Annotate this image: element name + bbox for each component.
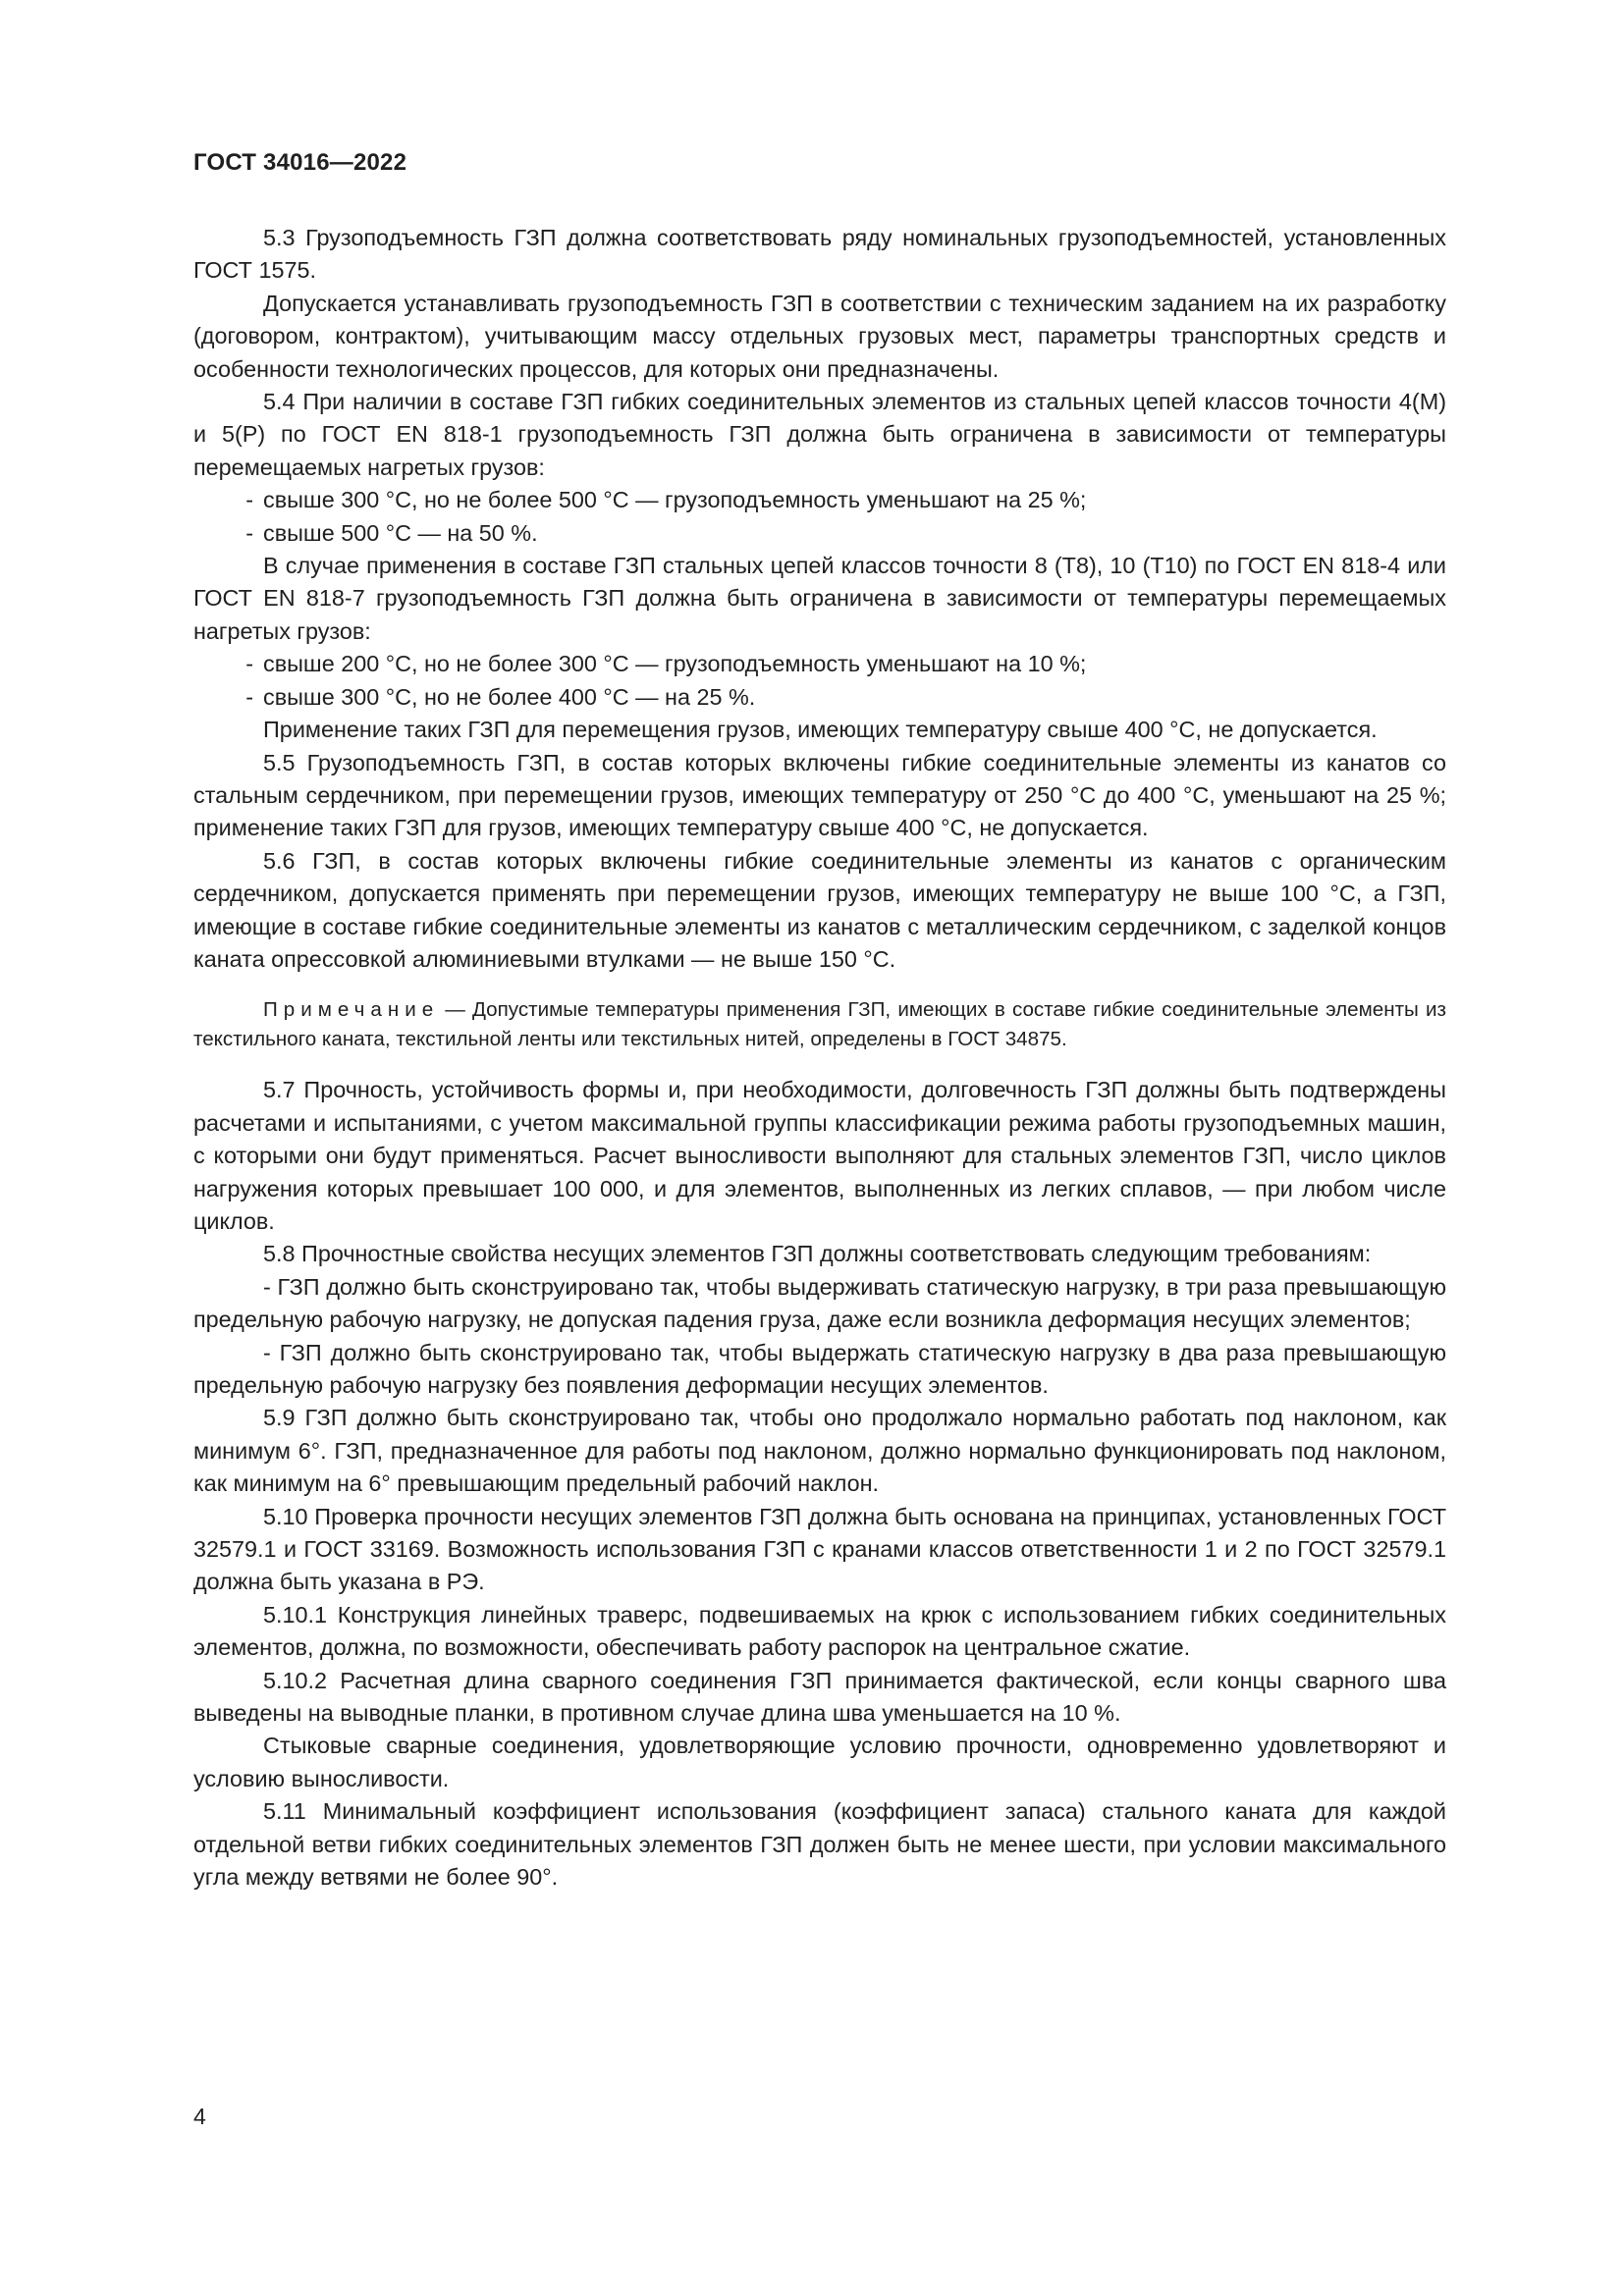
note-label: Примечание — [263, 998, 440, 1022]
page-number: 4 — [193, 2104, 206, 2129]
list-item: - свыше 300 °C, но не более 400 °C — на 25 %. — [245, 683, 756, 710]
paragraph: 5.11 Минимальный коэффициент использования (коэффициент запаса) стального каната для каждой отдельной ветви гибких соединительных элементов ГЗП должен быть не менее шести, при условии максимального угла между ветвями не более 90°. — [193, 1798, 1446, 1891]
list-item: - свыше 500 °C — на 50 %. — [245, 519, 538, 546]
paragraph: 5.10.1 Конструкция линейных траверс, подвешиваемых на крюк с использованием гибких соединительных элементов, должна, по возможности, обеспечивать работу распорок на центральное сжатие. — [193, 1601, 1446, 1661]
note-text: — Допустимые температуры применения ГЗП, имеющих в составе гибкие соединительные элементы из текстильного каната, текстильной ленты или текстильных нитей, определены в ГОСТ 34875. — [193, 998, 1446, 1051]
paragraph: 5.10 Проверка прочности несущих элементов ГЗП должна быть основана на принципах, установленных ГОСТ 32579.1 и ГОСТ 33169. Возможность использования ГЗП с кранами классов ответственности 1 и 2 по ГОСТ 32579.1 должна быть указана в РЭ. — [193, 1503, 1446, 1595]
list-item: - ГЗП должно быть сконструировано так, чтобы выдержать статическую нагрузку в два раза превышающую предельную рабочую нагрузку без появления деформации несущих элементов. — [193, 1339, 1446, 1398]
note — [193, 995, 1446, 1054]
paragraph: 5.4 При наличии в составе ГЗП гибких соединительных элементов из стальных цепей классов точности 4(M) и 5(P) по ГОСТ EN 818-1 грузоподъемность ГЗП должна быть ограничена в зависимости от температуры перемещаемых нагретых грузов: — [193, 389, 1446, 480]
paragraph: 5.8 Прочностные свойства несущих элементов ГЗП должны соответствовать следующим требованиям: — [263, 1241, 1372, 1267]
paragraph: 5.9 ГЗП должно быть сконструировано так, чтобы оно продолжало нормально работать под наклоном, как минимум 6°. ГЗП, предназначенное для работы под наклоном, должно нормально функционировать под наклоном, как минимум на 6° превышающим предельный рабочий наклон. — [193, 1405, 1446, 1497]
paragraph: Допускается устанавливать грузоподъемность ГЗП в соответствии с техническим заданием на их разработку (договором, контрактом), учитывающим массу отдельных грузовых мест, параметры транспортных средств и особенности технологических процессов, для которых они предназначены. — [193, 290, 1446, 382]
document-header: ГОСТ 34016—2022 — [193, 149, 407, 176]
paragraph: 5.3 Грузоподъемность ГЗП должна соответствовать ряду номинальных грузоподъемностей, установленных ГОСТ 1575. — [193, 225, 1446, 284]
paragraph: В случае применения в составе ГЗП стальных цепей классов точности 8 (T8), 10 (T10) по ГОСТ EN 818-4 или ГОСТ EN 818-7 грузоподъемность ГЗП должна быть ограничена в зависимости от температуры перемещаемых нагретых грузов: — [193, 553, 1446, 644]
paragraph: 5.10.2 Расчетная длина сварного соединения ГЗП принимается фактической, если концы сварного шва выведены на выводные планки, в противном случае длина шва уменьшается на 10 %. — [193, 1667, 1446, 1727]
list-item: - свыше 300 °C, но не более 500 °C — грузоподъемность уменьшают на 25 %; — [245, 487, 1087, 513]
document-body — [193, 222, 1446, 1895]
paragraph: 5.7 Прочность, устойчивость формы и, при необходимости, долговечность ГЗП должны быть подтверждены расчетами и испытаниями, с учетом максимальной группы классификации режима работы грузоподъемных машин, с которыми они будут применяться. Расчет выносливости выполняют для стальных элементов ГЗП, число циклов нагружения которых превышает 100 000, и для элементов, выполненных из легких сплавов, — при любом числе циклов. — [193, 1077, 1446, 1234]
paragraph: Стыковые сварные соединения, удовлетворяющие условию прочности, одновременно удовлетворяют и условию выносливости. — [193, 1733, 1446, 1791]
paragraph: 5.6 ГЗП, в состав которых включены гибкие соединительные элементы из канатов с органическим сердечником, допускается применять при перемещении грузов, имеющих температуру не выше 100 °C, а ГЗП, имеющие в составе гибкие соединительные элементы из канатов с металлическим сердечником, с заделкой концов каната опрессовкой алюминиевыми втулками — не выше 150 °C. — [193, 847, 1446, 972]
paragraph: Применение таких ГЗП для перемещения грузов, имеющих температуру свыше 400 °C, не допускается. — [263, 717, 1378, 743]
paragraph: 5.5 Грузоподъемность ГЗП, в состав которых включены гибкие соединительные элементы из канатов со стальным сердечником, при перемещении грузов, имеющих температуру от 250 °C до 400 °C, уменьшают на 25 %; применение таких ГЗП для грузов, имеющих температуру свыше 400 °C, не допускается. — [193, 749, 1446, 841]
list-item: - свыше 200 °C, но не более 300 °C — грузоподъемность уменьшают на 10 %; — [245, 651, 1087, 677]
list-item: - ГЗП должно быть сконструировано так, чтобы выдерживать статическую нагрузку, в три раза превышающую предельную рабочую нагрузку, не допуская падения груза, даже если возникла деформация несущих элементов; — [193, 1273, 1446, 1333]
